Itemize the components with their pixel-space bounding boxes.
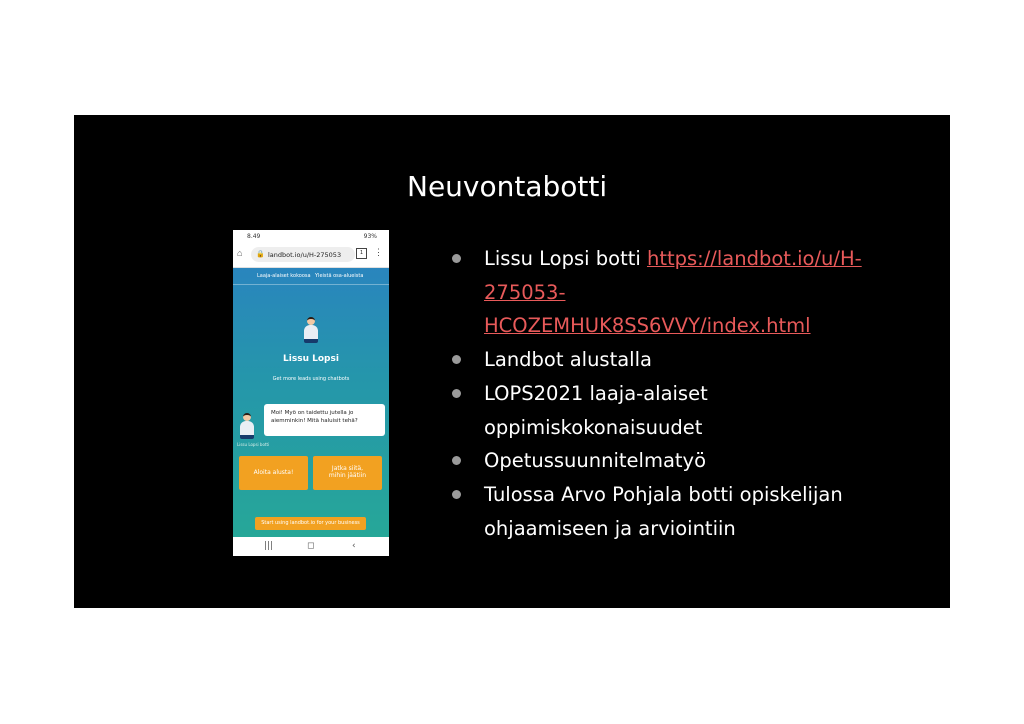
home-button-icon: ◻ xyxy=(307,541,315,551)
slide xyxy=(74,115,950,608)
recent-apps-icon: ||| xyxy=(264,541,274,551)
chat-caption: Lissu Lopsi botti xyxy=(237,442,270,447)
bullet-text: Tulossa Arvo Pohjala botti opiskelijan xyxy=(484,482,843,506)
bullet-text: Lissu Lopsi botti xyxy=(484,247,647,270)
back-icon: ‹ xyxy=(352,541,356,551)
bullet-list xyxy=(448,242,918,545)
bullet-dot xyxy=(452,389,461,398)
menu-icon: ⋮ xyxy=(374,247,383,257)
bullet-item xyxy=(448,478,918,545)
android-nav-bar xyxy=(233,537,389,556)
bullet-item xyxy=(448,377,918,444)
restart-button: Aloita alusta! xyxy=(239,456,308,490)
bot-name: Lissu Lopsi xyxy=(283,354,339,364)
chat-bubble-line: Moi! Myö on taidettu jutella jo xyxy=(271,410,354,416)
bullet-text: oppimiskokonaisuudet xyxy=(484,415,703,439)
bot-link[interactable]: HCOZEMHUK8SS6VVY/index.html xyxy=(484,314,811,338)
chat-avatar xyxy=(239,413,255,439)
status-bar xyxy=(233,230,389,243)
continue-button: Jatka siitä, mihin jäätiin xyxy=(313,456,382,490)
bullet-text: Landbot alustalla xyxy=(484,348,652,372)
bullet-dot xyxy=(452,254,461,263)
chat-bubble xyxy=(264,404,385,436)
bullet-dot xyxy=(452,456,461,465)
lock-icon: 🔒 xyxy=(256,250,265,258)
bot-nav xyxy=(233,268,389,285)
status-time: 8.49 xyxy=(247,233,261,240)
tabs-icon: 1 xyxy=(356,248,367,259)
bot-link[interactable]: 275053- xyxy=(484,280,566,304)
bot-link[interactable]: https://landbot.io/u/H- xyxy=(646,247,862,270)
slide-title: Neuvontabotti xyxy=(407,170,608,203)
browser-url-bar xyxy=(233,243,389,268)
promo-banner: Start using landbot.io for your business xyxy=(255,517,366,530)
bullet-text: ohjaamiseen ja arviointiin xyxy=(484,516,736,540)
bullet-item xyxy=(448,242,918,343)
address-url: landbot.io/u/H-275053 xyxy=(268,251,342,259)
bot-tagline: Get more leads using chatbots xyxy=(272,376,350,382)
nav-item-yleista: Yleistä osa-alueista xyxy=(315,273,364,279)
bullet-text: LOPS2021 laaja-alaiset xyxy=(484,381,708,405)
bullet-dot xyxy=(452,355,461,364)
bullet-text: Opetussuunnitelmatyö xyxy=(484,449,707,473)
bullet-item xyxy=(448,444,918,478)
bullet-dot xyxy=(452,490,461,499)
nav-item-laaja-alaiset: Laaja-alaiset kokoosa xyxy=(257,273,311,279)
phone-screenshot xyxy=(233,230,389,556)
status-battery: 93% xyxy=(363,233,377,240)
bot-avatar xyxy=(303,317,319,343)
chat-bubble-line: aiemminkin! Mitä haluisit tehä? xyxy=(271,418,358,424)
address-field xyxy=(251,247,355,262)
home-icon: ⌂ xyxy=(237,248,243,258)
bullet-item xyxy=(448,343,918,377)
